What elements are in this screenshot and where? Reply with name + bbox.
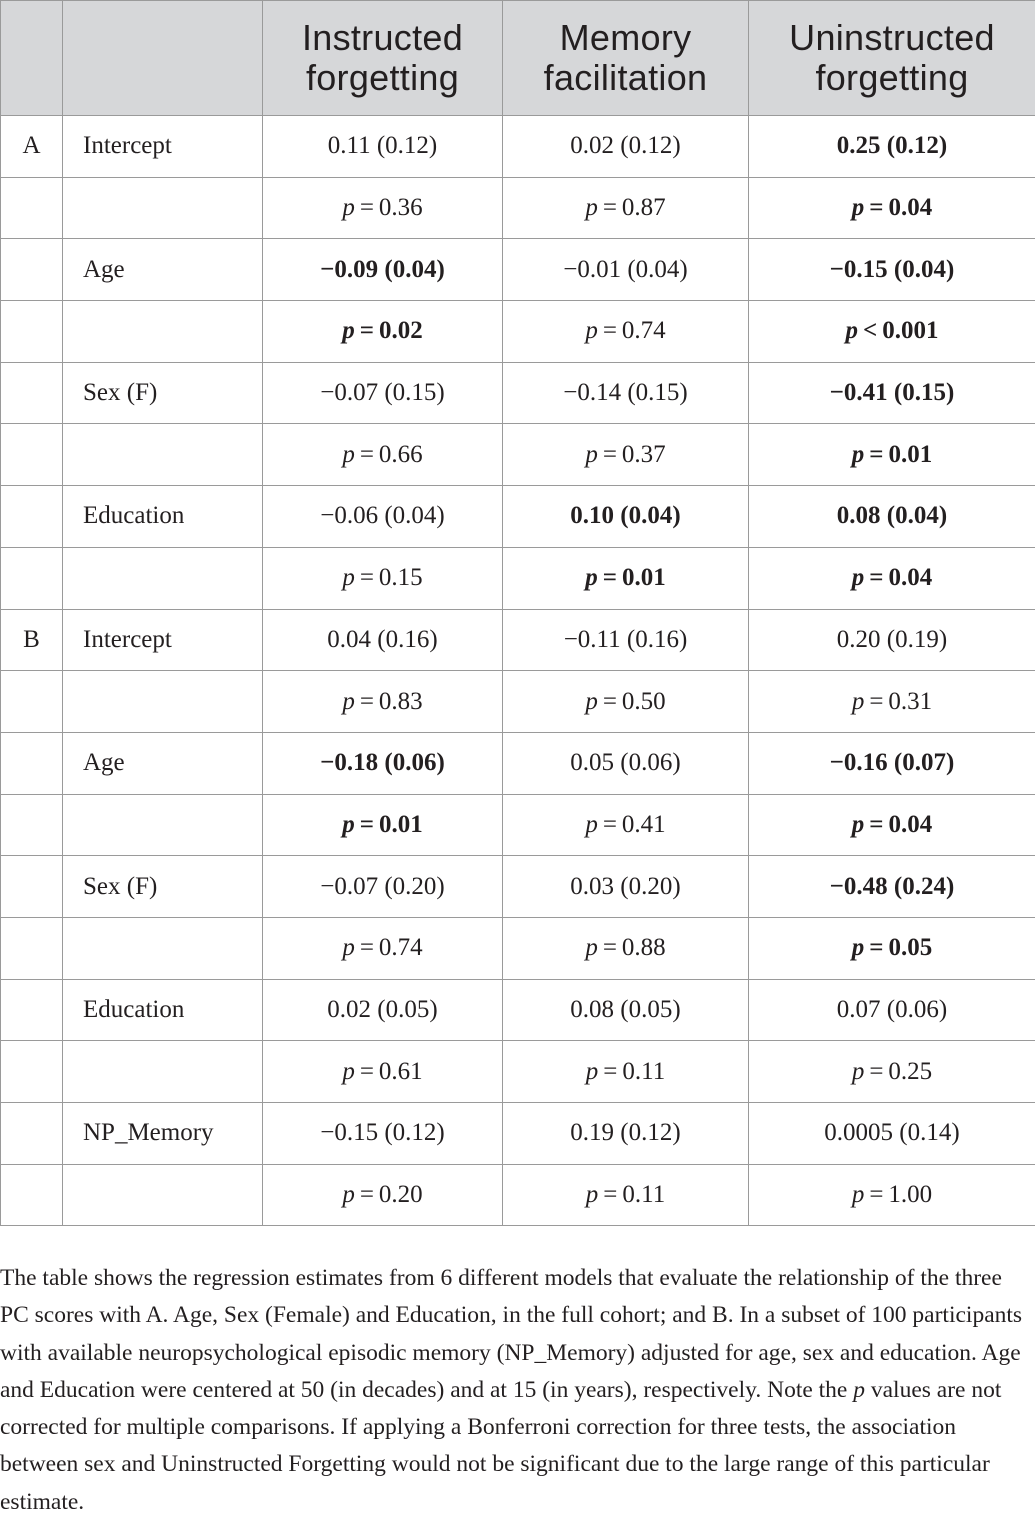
table-cell [503, 917, 749, 979]
p-value: = 0.11 [598, 1057, 666, 1085]
p-symbol: p [342, 440, 355, 468]
table-cell [263, 917, 503, 979]
table-cell: −0.01 (0.04) [503, 239, 749, 301]
p-value: = 0.01 [354, 810, 423, 838]
table-cell: 0.20 (0.19) [749, 609, 1035, 671]
table-cell [749, 1041, 1035, 1103]
table-cell: 0.07 (0.06) [749, 979, 1035, 1041]
table-cell: −0.07 (0.20) [263, 856, 503, 918]
predictor-label [63, 424, 263, 486]
panel-label [1, 979, 63, 1041]
table-row [1, 116, 1035, 178]
panel-label [1, 424, 63, 486]
predictor-label [63, 1164, 263, 1226]
table-row [1, 794, 1035, 856]
table-row [1, 301, 1035, 363]
table-row [1, 732, 1035, 794]
p-symbol: p [851, 687, 865, 715]
p-value: = 0.04 [864, 810, 933, 838]
predictor-label: Sex (F) [63, 362, 263, 424]
table-row [1, 979, 1035, 1041]
predictor-label: Education [63, 979, 263, 1041]
table-cell [263, 424, 503, 486]
p-symbol: p [342, 1057, 355, 1085]
p-value: = 0.20 [354, 1181, 423, 1209]
table-cell: 0.02 (0.12) [503, 116, 749, 178]
table-cell [503, 177, 749, 239]
panel-label [1, 671, 63, 733]
panel-label [1, 1164, 63, 1226]
p-symbol: p [851, 564, 865, 592]
p-symbol: p [342, 194, 355, 222]
table-cell [749, 424, 1035, 486]
predictor-label: Age [63, 239, 263, 301]
table-cell: 0.25 (0.12) [749, 116, 1035, 178]
p-symbol: p [851, 440, 865, 468]
header-panel [1, 1, 63, 116]
p-symbol: p [851, 810, 865, 838]
predictor-label [63, 547, 263, 609]
p-value: = 0.50 [597, 687, 666, 715]
p-symbol: p [585, 687, 598, 715]
table-cell [503, 1164, 749, 1226]
footnote-text-2: values are not corrected for multiple comparisons. If applying a Bonferroni correction for three tests, the association between sex and Uninstructed Forgetting would not be significant due to the large range of this particular estimate. [0, 1376, 1002, 1515]
table-cell: 0.10 (0.04) [503, 486, 749, 548]
panel-label [1, 1041, 63, 1103]
p-value: = 0.66 [354, 440, 423, 468]
table-cell [503, 424, 749, 486]
table-cell [749, 177, 1035, 239]
p-value: = 0.01 [597, 564, 666, 592]
p-value: = 0.74 [354, 934, 423, 962]
table-cell: −0.18 (0.06) [263, 732, 503, 794]
table-cell [263, 177, 503, 239]
table-row [1, 609, 1035, 671]
panel-label: A [1, 116, 63, 178]
panel-label [1, 917, 63, 979]
table-cell [263, 1041, 503, 1103]
p-symbol: p [585, 440, 598, 468]
header-uninstructed-forgetting: Uninstructed forgetting [749, 1, 1035, 116]
predictor-label: Intercept [63, 116, 263, 178]
p-value: = 0.88 [597, 934, 666, 962]
table-cell [503, 794, 749, 856]
table-cell [503, 301, 749, 363]
p-symbol: p [342, 564, 355, 592]
p-symbol: p [851, 194, 865, 222]
p-value: = 0.01 [864, 440, 933, 468]
table-cell: −0.16 (0.07) [749, 732, 1035, 794]
p-symbol: p [342, 1181, 355, 1209]
p-symbol: p [342, 810, 355, 838]
p-symbol: p [851, 934, 865, 962]
panel-label: B [1, 609, 63, 671]
table-row [1, 1164, 1035, 1226]
p-value: = 0.15 [354, 564, 423, 592]
table-cell [749, 547, 1035, 609]
p-value: = 0.04 [864, 194, 933, 222]
p-value: = 1.00 [864, 1181, 933, 1209]
predictor-label: Education [63, 486, 263, 548]
table-row [1, 671, 1035, 733]
table-row [1, 362, 1035, 424]
p-symbol: p [585, 564, 598, 592]
panel-label [1, 794, 63, 856]
p-value: = 0.61 [354, 1057, 423, 1085]
p-value: < 0.001 [857, 317, 939, 345]
p-symbol: p [851, 1057, 865, 1085]
header-predictor [63, 1, 263, 116]
table-cell [263, 794, 503, 856]
panel-label [1, 239, 63, 301]
p-value: = 0.36 [354, 194, 423, 222]
footnote-text-1: The table shows the regression estimates from 6 different models that evaluate the relationship of the three PC scores with A. Age, Sex (Female) and Education, in the full cohort; and B. In a subset of 100 participants with available neuropsychological episodic memory (NP_Memory) adjusted for age, sex and education. Age and Education were centered at 50 (in decades) and at 15 (in years), respectively. Note the [0, 1265, 1023, 1403]
table-row [1, 486, 1035, 548]
p-symbol: p [585, 1057, 599, 1085]
predictor-label [63, 301, 263, 363]
table-cell: −0.07 (0.15) [263, 362, 503, 424]
table-cell: 0.0005 (0.14) [749, 1103, 1035, 1165]
table-cell: −0.11 (0.16) [503, 609, 749, 671]
table-cell: −0.48 (0.24) [749, 856, 1035, 918]
table-row [1, 917, 1035, 979]
predictor-label [63, 177, 263, 239]
table-cell [749, 671, 1035, 733]
p-symbol: p [342, 317, 355, 345]
table-cell [263, 1164, 503, 1226]
p-symbol: p [342, 934, 355, 962]
p-symbol: p [585, 317, 598, 345]
table-row [1, 856, 1035, 918]
predictor-label: Age [63, 732, 263, 794]
p-symbol: p [585, 934, 598, 962]
panel-label [1, 1103, 63, 1165]
table-cell: 0.02 (0.05) [263, 979, 503, 1041]
p-value: = 0.31 [864, 687, 933, 715]
table-row [1, 1041, 1035, 1103]
p-symbol: p [585, 194, 598, 222]
table-row [1, 424, 1035, 486]
panel-label [1, 547, 63, 609]
predictor-label [63, 671, 263, 733]
panel-label [1, 486, 63, 548]
p-value: = 0.74 [597, 317, 666, 345]
header-instructed-forgetting: Instructed forgetting [263, 1, 503, 116]
p-value: = 0.02 [354, 317, 423, 345]
table-cell [503, 1041, 749, 1103]
table-cell [749, 917, 1035, 979]
predictor-label [63, 1041, 263, 1103]
table-cell [263, 301, 503, 363]
panel-label [1, 301, 63, 363]
table-body [1, 116, 1035, 1226]
panel-label [1, 856, 63, 918]
p-symbol: p [585, 1181, 599, 1209]
table-cell: −0.15 (0.04) [749, 239, 1035, 301]
p-value: = 0.83 [354, 687, 423, 715]
predictor-label [63, 794, 263, 856]
panel-label [1, 362, 63, 424]
p-value: = 0.37 [597, 440, 666, 468]
table-cell [263, 547, 503, 609]
table-cell: 0.08 (0.05) [503, 979, 749, 1041]
table-row [1, 1103, 1035, 1165]
p-value: = 0.25 [864, 1057, 933, 1085]
table-row [1, 239, 1035, 301]
table-row [1, 177, 1035, 239]
predictor-label: Sex (F) [63, 856, 263, 918]
p-symbol: p [342, 687, 355, 715]
table-cell [503, 547, 749, 609]
panel-label [1, 732, 63, 794]
p-value: = 0.87 [597, 194, 666, 222]
table-cell [749, 794, 1035, 856]
table-cell [749, 301, 1035, 363]
table-cell: −0.41 (0.15) [749, 362, 1035, 424]
table-cell: 0.05 (0.06) [503, 732, 749, 794]
p-value: = 0.04 [864, 564, 933, 592]
p-symbol: p [851, 1181, 865, 1209]
table-cell: 0.11 (0.12) [263, 116, 503, 178]
table-cell: −0.15 (0.12) [263, 1103, 503, 1165]
predictor-label: NP_Memory [63, 1103, 263, 1165]
table-cell: −0.14 (0.15) [503, 362, 749, 424]
predictor-label: Intercept [63, 609, 263, 671]
table-cell: 0.04 (0.16) [263, 609, 503, 671]
p-value: = 0.41 [597, 810, 666, 838]
table-row [1, 547, 1035, 609]
header-row [1, 1, 1035, 116]
p-value: = 0.05 [864, 934, 933, 962]
table-cell [503, 671, 749, 733]
table-cell: 0.03 (0.20) [503, 856, 749, 918]
p-symbol: p [845, 317, 858, 345]
table-cell: −0.09 (0.04) [263, 239, 503, 301]
table-cell: 0.08 (0.04) [749, 486, 1035, 548]
table-footnote [0, 1260, 1030, 1521]
predictor-label [63, 917, 263, 979]
p-value: = 0.11 [598, 1181, 666, 1209]
table-cell: −0.06 (0.04) [263, 486, 503, 548]
footnote-italic-p: p [853, 1376, 865, 1403]
p-symbol: p [585, 810, 598, 838]
table-cell: 0.19 (0.12) [503, 1103, 749, 1165]
table-cell [263, 671, 503, 733]
panel-label [1, 177, 63, 239]
table-cell [749, 1164, 1035, 1226]
header-memory-facilitation: Memory facilitation [503, 1, 749, 116]
